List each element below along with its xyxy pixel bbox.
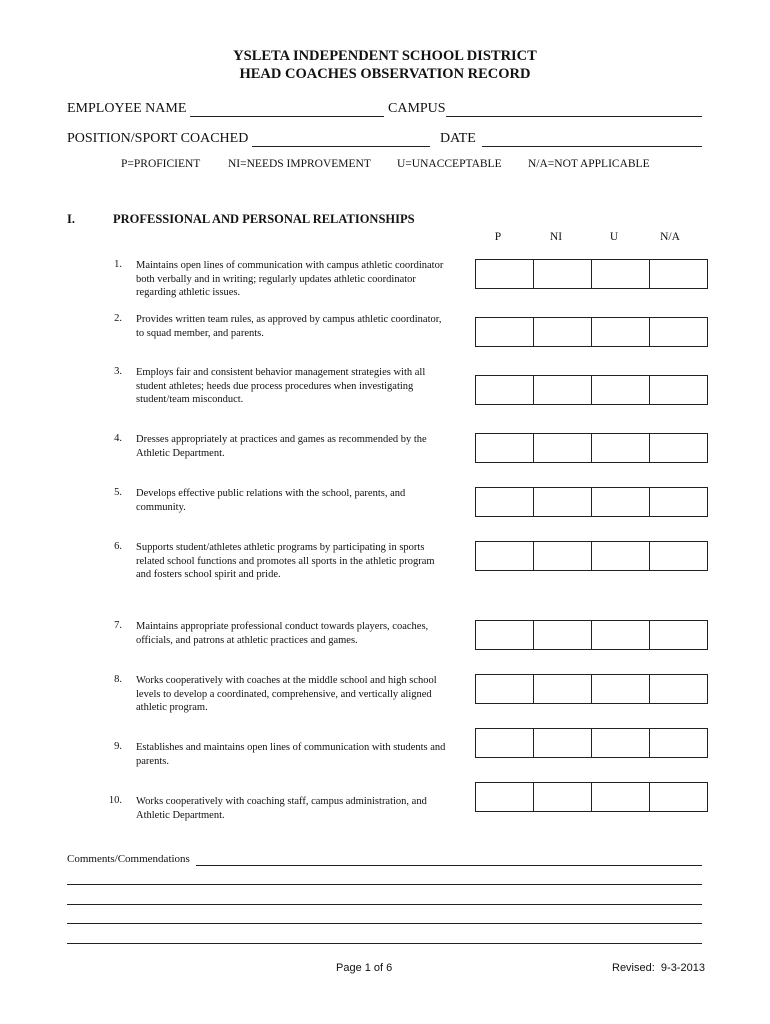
rating-cell-p[interactable] [476,376,534,404]
rating-boxes [475,728,708,758]
rating-cell-na[interactable] [650,376,707,404]
rating-boxes [475,620,708,650]
rating-cell-ni[interactable] [534,488,592,516]
item-text: Develops effective public relations with the school, parents, and community. [136,488,406,513]
rating-boxes [475,375,708,405]
item-text: Employs fair and consistent behavior management strategies with all student athletes; heeds due process procedures when investigating student/team misconduct. [136,367,426,405]
rating-cell-ni[interactable] [534,783,592,811]
legend-not-applicable: N/A=NOT APPLICABLE [528,158,650,170]
item-number: 1. [114,259,122,270]
rating-cell-ni[interactable] [534,434,592,462]
rating-boxes [475,317,708,347]
rating-cell-u[interactable] [592,621,650,649]
comments-line[interactable] [196,865,702,866]
rating-cell-ni[interactable] [534,376,592,404]
section-title: PROFESSIONAL AND PERSONAL RELATIONSHIPS [113,212,415,226]
item-text: Supports student/athletes athletic programs by participating in sports related school functions and promotes all sports in the athletic program and fosters school spirit and pride. [136,542,435,580]
date-label: DATE [440,131,476,146]
campus-field[interactable] [446,116,702,117]
rating-cell-na[interactable] [650,434,707,462]
rating-boxes [475,433,708,463]
column-header-p: P [494,231,502,243]
document-subtitle: HEAD COACHES OBSERVATION RECORD [239,66,531,82]
rating-cell-u[interactable] [592,783,650,811]
item-number: 7. [114,620,122,631]
comments-line[interactable] [67,904,702,905]
item-number: 2. [114,313,122,324]
position-sport-field[interactable] [252,146,430,147]
date-field[interactable] [482,146,702,147]
column-header-u: U [609,231,619,243]
rating-cell-u[interactable] [592,675,650,703]
rating-cell-p[interactable] [476,542,534,570]
page-number: Page 1 of 6 [336,962,393,974]
comments-line[interactable] [67,923,702,924]
rating-cell-na[interactable] [650,783,707,811]
legend-proficient: P=PROFICIENT [121,158,201,170]
item-text: Works cooperatively with coaching staff, campus administration, and Athletic Department. [136,796,427,821]
document-title: YSLETA INDEPENDENT SCHOOL DISTRICT [233,48,537,64]
rating-cell-u[interactable] [592,318,650,346]
rating-cell-u[interactable] [592,488,650,516]
rating-cell-p[interactable] [476,318,534,346]
item-text: Maintains appropriate professional conduct towards players, coaches, officials, and patrons at athletic practices and games. [136,621,429,646]
legend-unacceptable: U=UNACCEPTABLE [397,158,502,170]
rating-cell-u[interactable] [592,729,650,757]
item-number: 4. [114,433,122,444]
rating-cell-na[interactable] [650,729,707,757]
rating-cell-ni[interactable] [534,621,592,649]
rating-boxes [475,541,708,571]
employee-name-label: EMPLOYEE NAME [67,101,187,116]
rating-cell-ni[interactable] [534,729,592,757]
rating-boxes [475,259,708,289]
legend-needs-improvement: NI=NEEDS IMPROVEMENT [228,158,371,170]
item-text: Dresses appropriately at practices and games as recommended by the Athletic Department. [136,434,427,459]
rating-cell-na[interactable] [650,675,707,703]
column-header-ni: NI [549,231,563,243]
rating-cell-u[interactable] [592,260,650,288]
item-text: Establishes and maintains open lines of communication with students and parents. [136,742,446,767]
rating-boxes [475,674,708,704]
rating-cell-p[interactable] [476,488,534,516]
comments-label: Comments/Commendations [67,853,190,865]
item-number: 6. [114,541,122,552]
rating-cell-ni[interactable] [534,260,592,288]
rating-cell-ni[interactable] [534,542,592,570]
rating-cell-ni[interactable] [534,675,592,703]
comments-line[interactable] [67,884,702,885]
rating-cell-na[interactable] [650,621,707,649]
item-number: 3. [114,366,122,377]
rating-cell-u[interactable] [592,542,650,570]
campus-label: CAMPUS [388,101,446,116]
rating-cell-p[interactable] [476,783,534,811]
rating-boxes [475,487,708,517]
rating-boxes [475,782,708,812]
item-number: 8. [114,674,122,685]
rating-cell-u[interactable] [592,434,650,462]
rating-cell-p[interactable] [476,675,534,703]
section-number: I. [67,212,75,226]
column-header-na: N/A [660,231,680,243]
item-text: Maintains open lines of communication with campus athletic coordinator both verbally and in writing; regularly updates athletic coordinator regarding athletic issues. [136,260,444,298]
item-number: 9. [114,741,122,752]
rating-cell-u[interactable] [592,376,650,404]
item-text: Works cooperatively with coaches at the middle school and high school levels to develop a coordinated, comprehensive, and vertically aligned athletic program. [136,675,437,713]
employee-name-field[interactable] [190,116,384,117]
item-number: 5. [114,487,122,498]
rating-cell-na[interactable] [650,488,707,516]
rating-cell-na[interactable] [650,542,707,570]
position-sport-label: POSITION/SPORT COACHED [67,131,249,146]
rating-cell-ni[interactable] [534,318,592,346]
revision-date: Revised: 9-3-2013 [612,962,705,974]
item-number: 10. [108,795,122,806]
rating-cell-na[interactable] [650,260,707,288]
rating-cell-na[interactable] [650,318,707,346]
rating-cell-p[interactable] [476,729,534,757]
item-text: Provides written team rules, as approved by campus athletic coordinator, to squad member, and parents. [136,314,442,339]
comments-line[interactable] [67,943,702,944]
rating-cell-p[interactable] [476,621,534,649]
rating-cell-p[interactable] [476,260,534,288]
rating-cell-p[interactable] [476,434,534,462]
